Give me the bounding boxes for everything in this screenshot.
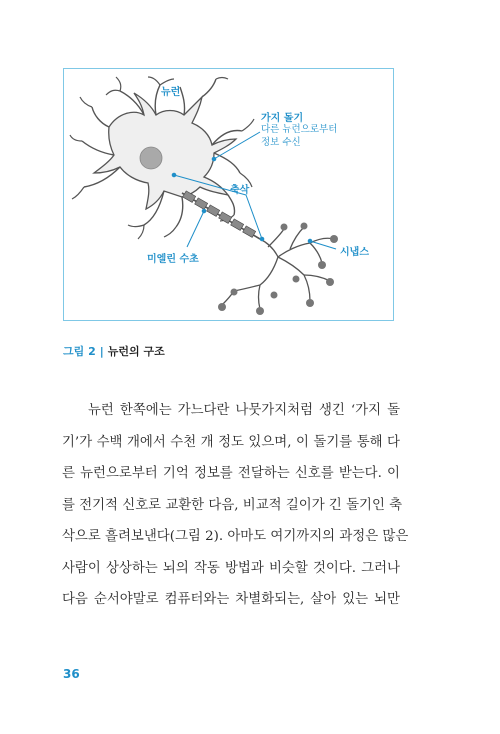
dendrite-label: 가지 돌기 [261,113,304,124]
body-line: 기’가 수백 개에서 수천 개 정도 있으며, 이 돌기를 통해 다 [62,434,400,450]
dendrite-desc-line-1: 다른 뉴런으로부터 [261,124,338,135]
page-number: 36 [63,667,80,681]
body-line: 른 뉴런으로부터 기억 정보를 전달하는 신호를 받는다. 이 [62,466,400,481]
neuron-label: 뉴런 [161,87,181,98]
axon-terminal [222,227,334,309]
body-line: 사람이 상상하는 뇌의 작동 방법과 비슷할 것이다. 그러나 [62,560,400,576]
caption-separator: | [99,345,104,358]
caption-title: 뉴런의 구조 [107,345,165,358]
body-line: 다음 순서야말로 컴퓨터와는 차별화되는, 살아 있는 뇌만 [62,592,400,607]
body-paragraph [62,395,409,616]
body-line: 삭으로 흘려보낸다(그림 2). 아마도 여기까지의 과정은 많은 [62,529,409,544]
body-line: 를 전기적 신호로 교환한 다음, 비교적 길이가 긴 돌기인 축 [62,497,403,513]
nucleus [140,147,162,169]
body-line: 뉴런 한쪽에는 가느다란 나뭇가지처럼 생긴 ‘가지 돌 [88,403,400,418]
figure-frame [63,68,394,321]
figure-caption [63,343,165,359]
myelin-label: 미엘린 수초 [147,254,199,265]
dendrite-desc-line-2: 정보 수신 [261,137,301,148]
synapse-label: 시냅스 [340,247,369,258]
axon-label: 축삭 [230,185,250,196]
caption-number: 그림 2 [63,345,96,358]
